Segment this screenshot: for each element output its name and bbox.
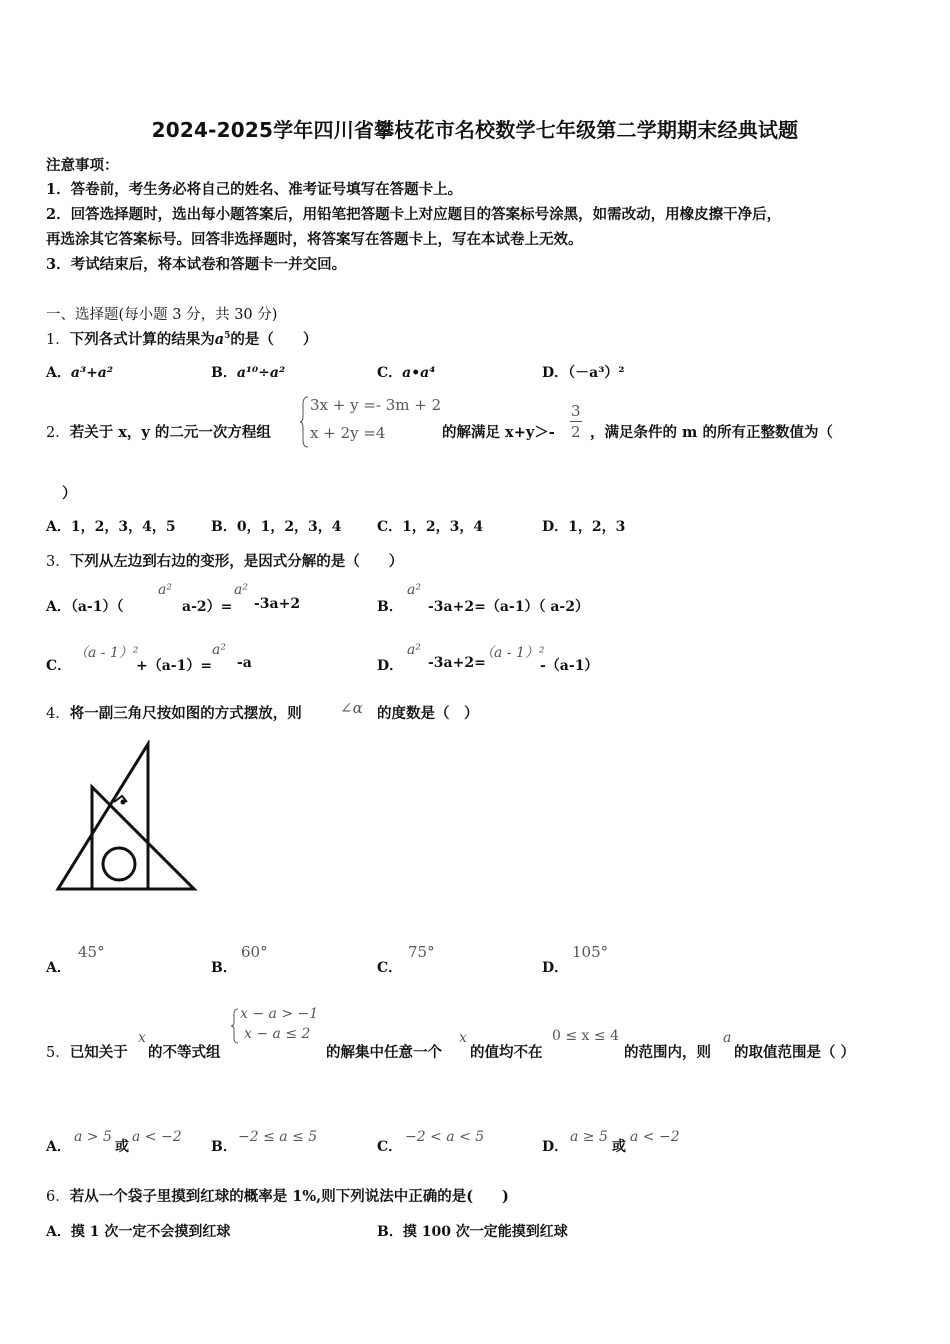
q5-text-f-content: 的取值范围是（ ） [734, 1044, 856, 1061]
q3-option-c-a2: a² [212, 642, 226, 658]
q1-option-a-label: A． [46, 365, 71, 381]
q2-fraction-numerator: 3 [571, 402, 581, 420]
q2-option-c: C．1，2，3，4 [377, 519, 484, 535]
q2-text-a-content: 若关于 x，y 的二元一次方程组 [69, 424, 271, 441]
q5-text-e-content: 的范围内，则 [624, 1044, 711, 1061]
q1-option-d-label: D． [542, 365, 569, 381]
q3-option-b-label: B． [377, 599, 403, 615]
q3-option-a-part2: a-2）= [182, 599, 233, 615]
q1-option-b-label: B． [211, 365, 237, 381]
q3-option-b-part2: -3a+2=（a-1）（ a-2） [428, 599, 589, 615]
q6-text: 若从一个袋子里摸到红球的概率是 1%,则下列说法中正确的是( ) [69, 1188, 509, 1205]
q3-text: 下列从左边到右边的变形，是因式分解的是（ ） [69, 553, 404, 570]
q3-option-d-am1sq: （a - 1）² [480, 645, 545, 661]
q6-option-b: B．摸 100 次一定能摸到红球 [377, 1224, 568, 1240]
q4-option-d-value: 105° [572, 943, 609, 961]
q3-number: 3． [46, 554, 70, 570]
q4-text-b-content: 的度数是（ ） [377, 705, 479, 722]
q5-text-a-content: 已知关于 [69, 1044, 128, 1061]
q2-option-a: A．1，2，3，4，5 [46, 519, 176, 535]
q4-text-b [377, 702, 479, 723]
triangle-rulers-figure [50, 740, 200, 895]
q5-text-a [46, 1041, 128, 1062]
q1-option-c-label: C． [377, 365, 403, 381]
q3-option-c-label: C． [46, 658, 72, 674]
q5-text-f [734, 1041, 855, 1062]
q6-number: 6． [46, 1189, 70, 1205]
q4-option-c-label: C． [377, 960, 403, 976]
q5-text-d [470, 1041, 543, 1062]
q3-option-a-part1: A．（a-1）（ [46, 599, 124, 615]
q5-option-d-value-1: a ≥ 5 [570, 1129, 608, 1145]
q4-option-a-label: A． [46, 960, 71, 976]
note-1: 1．答卷前，考生务必将自己的姓名、准考证号填写在答题卡上。 [46, 181, 463, 198]
q1-number: 1． [46, 332, 70, 348]
q3-option-d-a2: a² [407, 642, 421, 658]
note-3: 3．考试结束后，将本试卷和答题卡一并交回。 [46, 256, 347, 273]
q4-option-c-value: 75° [408, 943, 435, 961]
notes-heading: 注意事项： [46, 157, 119, 174]
q5-brace [230, 1008, 240, 1044]
q2-text-c-content: ，满足条件的 m 的所有正整数值为（ [590, 424, 833, 441]
q5-number: 5． [46, 1045, 70, 1061]
q5-text-b-content: 的不等式组 [148, 1044, 221, 1061]
q1-var: a [214, 331, 225, 348]
page-title: 2024-2025学年四川省攀枝花市名校数学七年级第二学期期末经典试题 [151, 118, 799, 142]
q2-text-b-content: 的解满足 x+y＞- [442, 424, 555, 441]
q5-option-b-label: B． [211, 1139, 237, 1155]
q4-option-b-label: B． [211, 960, 237, 976]
q4-option-a-value: 45° [78, 943, 105, 961]
q5-text-e [624, 1041, 711, 1062]
q5-a: a [723, 1030, 732, 1046]
q5-option-a-label: A． [46, 1139, 71, 1155]
q3-option-d-label: D． [377, 658, 404, 674]
q5-text-d-content: 的值均不在 [470, 1044, 543, 1061]
q5-text-c [326, 1041, 442, 1062]
q1-option-d [542, 362, 624, 382]
q4-text-a [46, 702, 302, 723]
section-heading: 一、选择题(每小题 3 分，共 30 分) [46, 307, 278, 323]
q4-option-b-value: 60° [241, 943, 268, 961]
q2-equation-1: 3x + y =- 3m + 2 [310, 396, 442, 414]
note-2a: 2．回答选择题时，选出每小题答案后，用铅笔把答题卡上对应题目的答案标号涂黑，如需改动，用橡皮擦干净后， [46, 206, 782, 223]
q1-option-a-value: a³+a² [70, 365, 114, 381]
q1-exp: 5 [224, 331, 231, 342]
q5-option-d-or: 或 [612, 1139, 626, 1155]
q4-number: 4． [46, 706, 70, 722]
q2-option-d: D．1，2，3 [542, 519, 626, 535]
q1-text-b: 的是（ ） [230, 331, 318, 348]
q2-text-c [590, 421, 833, 442]
q3-option-a-a2-1: a² [158, 582, 172, 598]
q3-option-a-a2-2: a² [234, 582, 248, 598]
q3-option-c-part2: +（a-1）= [136, 658, 213, 674]
question-6 [46, 1185, 509, 1206]
q2-number: 2． [46, 425, 70, 441]
question-3 [46, 550, 403, 571]
q5-option-c-label: C． [377, 1139, 403, 1155]
q1-text-a: 下列各式计算的结果为 [69, 331, 215, 348]
q2-text-d-content: ） [62, 485, 77, 502]
note-2b: 再选涂其它答案标号。回答非选择题时，将答案写在答题卡上，写在本试卷上无效。 [46, 231, 583, 248]
q5-text-b [148, 1041, 221, 1062]
question-1 [46, 328, 317, 349]
q3-option-c-part3: -a [237, 655, 252, 671]
q4-option-d-label: D． [542, 960, 569, 976]
q2-brace [300, 396, 310, 448]
q5-inequality-1: x − a > −1 [240, 1006, 319, 1022]
q5-range: 0 ≤ x ≤ 4 [552, 1028, 619, 1044]
q5-text-c-content: 的解集中任意一个 [326, 1044, 442, 1061]
q4-text-a-content: 将一副三角尺按如图的方式摆放，则 [69, 705, 302, 722]
q5-x-2: x [459, 1030, 467, 1046]
q5-option-a-or: 或 [115, 1139, 129, 1155]
q5-x-1: x [138, 1030, 146, 1046]
q3-option-d-part3: -（a-1） [540, 658, 599, 674]
q5-option-b-value: −2 ≤ a ≤ 5 [238, 1129, 318, 1145]
q5-option-a-value-2: a < −2 [132, 1129, 182, 1145]
q2-text-d [62, 482, 77, 503]
q6-option-a: A．摸 1 次一定不会摸到红球 [46, 1224, 231, 1240]
q1-option-a [46, 362, 113, 382]
q5-option-c-value: −2 < a < 5 [405, 1129, 485, 1145]
q3-option-b-a2: a² [407, 582, 421, 598]
q2-fraction [570, 403, 582, 440]
q1-option-d-value: （－a³）² [568, 365, 625, 381]
q2-option-b: B．0，1，2，3，4 [211, 519, 342, 535]
q4-angle: ∠α [340, 699, 363, 717]
q1-option-c [377, 362, 435, 382]
q1-option-b [211, 362, 285, 382]
q2-text-b [442, 421, 555, 442]
q3-option-c-am1sq: （a - 1）² [74, 645, 139, 661]
q3-option-a-part3: -3a+2 [254, 596, 301, 612]
q5-inequality-2: x − a ≤ 2 [244, 1026, 311, 1042]
q2-fraction-denominator: 2 [571, 423, 581, 441]
q5-option-d-value-2: a < −2 [630, 1129, 680, 1145]
q2-text-a [46, 421, 271, 442]
q2-equation-2: x + 2y =4 [310, 424, 386, 442]
q5-option-d-label: D． [542, 1139, 569, 1155]
q5-option-a-value-1: a > 5 [74, 1129, 112, 1145]
q1-option-c-value: a•a⁴ [402, 365, 436, 381]
q3-option-d-part2: -3a+2= [428, 655, 486, 671]
q1-option-b-value: a¹⁰÷a² [236, 365, 286, 381]
